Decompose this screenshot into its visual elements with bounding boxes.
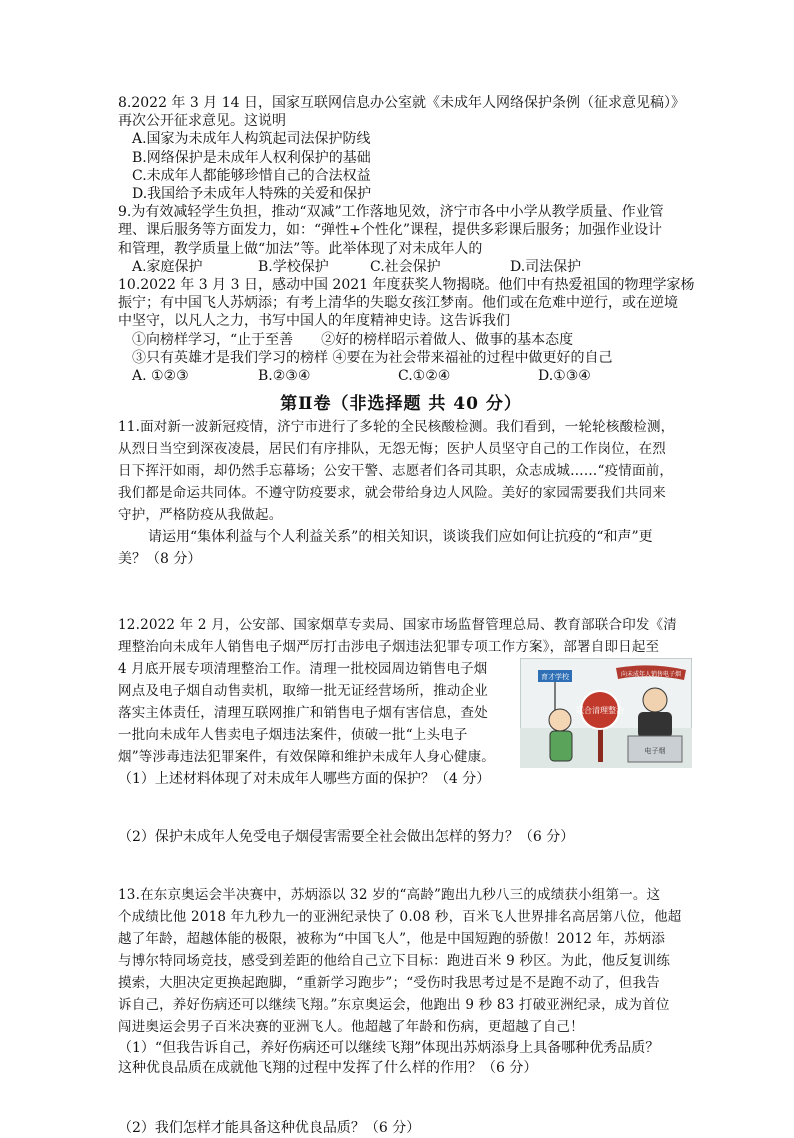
q12-material-line-5: 落实主体责任，清理互联网推广和销售电子烟有害信息，查处 [118, 705, 488, 722]
q12-sub-question-1: （1）上述材料体现了对未成年人哪些方面的保护？（4 分） [118, 771, 491, 788]
answer-space-13-1[interactable] [118, 1078, 684, 1118]
question-12 [118, 614, 684, 790]
school-sign-text: 育才学校 [541, 673, 569, 682]
q9-stem-line-2: 理、课后服务等方面发力，如：“弹性+个性化”课程，提供多彩课后服务；加强作业设计 [118, 222, 663, 239]
q11-material-line-5: 守护，严格防疫从我做起。 [118, 507, 283, 524]
exam-page [118, 94, 695, 1138]
q12-material-line-1: 12.2022 年 2 月，公安部、国家烟草专卖局、国家市场监督管理总局、教育部联合印发《清 [118, 617, 677, 634]
q11-question-line-1: 请运用“集体利益与个人利益关系”的相关知识，谈谈我们应如何让抗疫的“和声”更 [148, 529, 653, 546]
q9-option-a[interactable]: A.家庭保护 [132, 258, 203, 275]
question-13 [118, 884, 684, 1138]
q8-option-d[interactable]: D.我国给予未成年人特殊的关爱和保护 [132, 186, 372, 203]
question-10 [118, 276, 695, 385]
box-text: 电子烟 [644, 747, 666, 756]
q9-stem-line-3: 和管理，教学质量上做“加法”等。此举体现了对未成年人的 [118, 240, 483, 257]
answer-space-12-1[interactable] [118, 790, 684, 826]
question-9 [118, 203, 684, 276]
q11-material-line-2: 从烈日当空到深夜凌晨，居民们有序排队，无怨无悔；医护人员坚守自己的工作岗位，在烈 [118, 441, 666, 458]
answer-space-12-2[interactable] [118, 848, 684, 884]
q10-option-c[interactable]: C.①②④ [398, 368, 451, 385]
q10-stem-line-1: 10.2022 年 3 月 3 日，感动中国 2021 年度获奖人物揭晓。他们中有热爱祖国的物理学家杨 [118, 277, 695, 294]
question-11 [118, 416, 684, 570]
q9-option-d[interactable]: D.司法保护 [510, 258, 582, 275]
e-cigarette-cartoon-illustration [520, 658, 692, 768]
q8-stem-line-1: 8.2022 年 3 月 14 日，国家互联网信息办公室就《未成年人网络保护条例（征求意见稿）》 [118, 95, 685, 111]
student-figure [549, 709, 571, 731]
q13-material-line-6: 诉自己，养好伤病还可以继续飞翔。”东京奥运会，他跑出 9 秒 83 打破亚洲纪录，成为首位 [118, 997, 670, 1014]
seller-figure [643, 688, 667, 712]
q10-options [118, 367, 684, 385]
question-8 [118, 94, 684, 203]
q10-stem-line-3: 中坚守，以凡人之力，书写中国人的年度精神史诗。这告诉我们 [118, 313, 510, 330]
q11-question-line-2: 美？（8 分） [118, 551, 202, 568]
q10-option-d[interactable]: D.①③④ [538, 368, 591, 385]
banner-text: 向未成年人销售电子烟 [620, 671, 682, 679]
q8-stem-line-2: 再次公开征求意见。这说明 [118, 113, 286, 130]
q9-option-b[interactable]: B.学校保护 [258, 258, 329, 275]
q10-option-b[interactable]: B.②③④ [258, 368, 311, 385]
q12-material-line-2: 理整治向未成年人销售电子烟严厉打击涉电子烟违法犯罪专项工作方案》，部署自即日起至 [118, 639, 660, 656]
q12-material-line-3: 4 月底开展专项清理整治工作。清理一批校园周边销售电子烟 [118, 661, 488, 678]
q9-stem-line-1: 9.为有效减轻学生负担，推动“双减”工作落地见效，济宁市各中小学从教学质量、作业管 [118, 204, 664, 221]
section-2-title: 第Ⅱ卷（非选择题 共 40 分） [280, 394, 522, 415]
answer-space-11[interactable] [118, 570, 684, 614]
q13-sub-question-1-line-2: 这种优良品质在成就他飞翔的过程中发挥了什么样的作用？（6 分） [118, 1060, 538, 1077]
q8-option-c[interactable]: C.未成年人都能够珍惜自己的合法权益 [132, 167, 371, 184]
q12-material-line-7: 烟”等涉毒违法犯罪案件，有效保障和维护未成年人身心健康。 [118, 749, 496, 766]
q13-material-line-7: 闯进奥运会男子百米决赛的亚洲飞人。他超越了年龄和伤病，更超越了自己！ [118, 1019, 584, 1036]
q13-sub-question-2: （2）我们怎样才能具备这种优良品质？（6 分） [118, 1120, 421, 1137]
q10-statements-2: ③只有英雄才是我们学习的榜样 ④要在为社会带来福祉的过程中做更好的自己 [132, 349, 613, 366]
q8-option-b[interactable]: B.网络保护是未成年人权利保护的基础 [132, 149, 371, 166]
q13-material-line-5: 摸索，大胆决定更换起跑脚，“重新学习跑步”；“受伤时我思考过是不是跑不动了，但我告 [118, 975, 660, 992]
q11-material-line-3: 日下挥汗如雨，却仍然手忘幕场；公安干警、志愿者们各司其职，众志成城……“疫情面前， [118, 463, 674, 480]
q8-option-a[interactable]: A.国家为未成年人构筑起司法保护防线 [132, 131, 371, 148]
q13-material-line-2: 个成绩比他 2018 年九秒九一的亚洲纪录快了 0.08 秒，百米飞人世界排名高居第八位，他超 [118, 909, 682, 926]
stop-sign-text: 联合清理整治 [576, 706, 624, 716]
q10-option-a[interactable]: A. ①②③ [132, 368, 189, 385]
q13-material-line-1: 13.在东京奥运会半决赛中，苏炳添以 32 岁的“高龄”跑出九秒八三的成绩获小组第一。这 [118, 887, 661, 904]
q9-option-c[interactable]: C.社会保护 [370, 258, 441, 275]
q12-sub-question-2: （2）保护未成年人免受电子烟侵害需要全社会做出怎样的努力？（6 分） [118, 829, 575, 846]
q11-material-line-1: 11.面对新一波新冠疫情，济宁市进行了多轮的全民核酸检测。我们看到，一轮轮核酸检测， [118, 419, 675, 436]
q11-material-line-4: 我们都是命运共同体。不遵守防疫要求，就会带给身边人风险。美好的家园需要我们共同来 [118, 485, 666, 502]
q10-stem-line-2: 振宁；有中国飞人苏炳添；有考上清华的失聪女孩江梦南。他们或在危难中逆行，或在逆境 [118, 295, 678, 312]
q10-statements-1: ①向榜样学习，“止于至善 ②好的榜样昭示着做人、做事的基本态度 [132, 331, 574, 348]
q12-material-line-6: 一批向未成年人售卖电子烟违法案件，侦破一批“上头电子 [118, 727, 468, 744]
q12-material-line-4: 网点及电子烟自动售卖机，取缔一批无证经营场所，推动企业 [118, 683, 488, 700]
q13-material-line-4: 与博尔特同场竞技，感受到差距的他给自己立下目标：跑进百米 9 秒区。为此，他反复训练 [118, 953, 671, 970]
q13-material-line-3: 越了年龄，超越体能的极限，被称为“中国飞人”，他是中国短跑的骄傲！2012 年，苏炳添 [118, 931, 666, 948]
q13-sub-question-1-line-1: （1）“但我告诉自己，养好伤病还可以继续飞翔”体现出苏炳添身上具备哪种优秀品质？ [118, 1040, 660, 1057]
q9-options [118, 258, 684, 276]
